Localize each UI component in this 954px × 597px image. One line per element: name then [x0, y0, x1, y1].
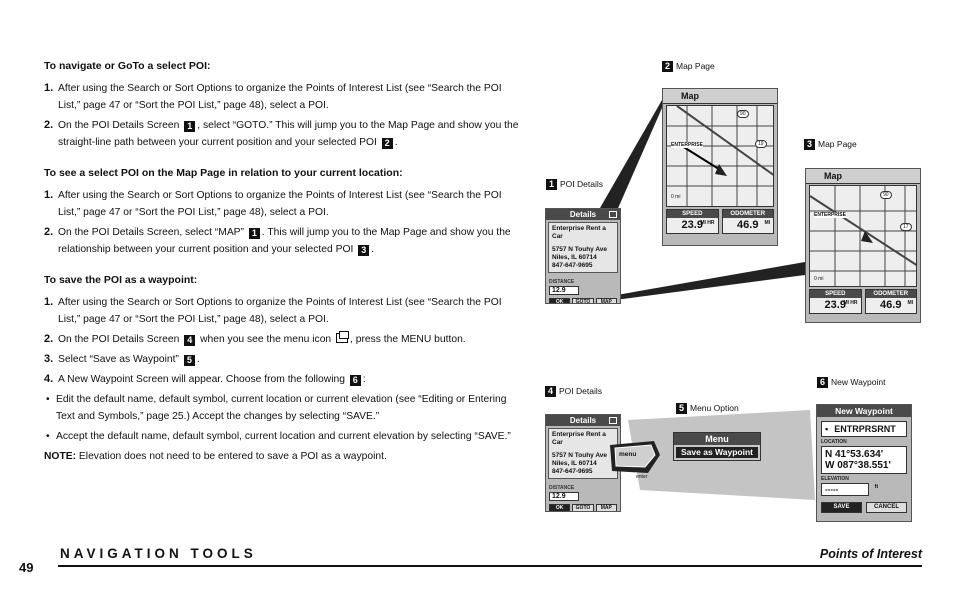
- poi-details-screen-1: [545, 208, 621, 304]
- poi-address-line1: 5757 N Touhy Ave: [552, 246, 608, 253]
- step-text: , select “GOTO.” This will jump you to the Map Page and show you the straight-line path between your current position and your selected POI: [58, 120, 519, 148]
- note-text: Elevation does not need to be entered to save a POI as a waypoint.: [76, 451, 387, 462]
- caption-text: Map Page: [818, 139, 857, 149]
- poi-address-line2: Niles, IL 60714: [552, 254, 597, 261]
- step-number: 4.: [44, 373, 54, 385]
- map-page-screen-3: [805, 168, 921, 323]
- poi-address-line1: 5757 N Touhy Ave: [552, 452, 608, 459]
- step-text: when you see the menu icon: [197, 334, 332, 345]
- caption-text: POI Details: [559, 386, 602, 396]
- map-title: [663, 89, 777, 104]
- status-bar: [666, 209, 774, 234]
- location-field[interactable]: [821, 446, 907, 474]
- road-shield: 19: [755, 140, 767, 148]
- menu-button-label: menu: [619, 451, 637, 458]
- location-label: LOCATION: [821, 439, 847, 445]
- speed-value: 23.9: [681, 219, 703, 231]
- odometer-field: [865, 289, 918, 314]
- figure-badge: 4: [184, 335, 195, 346]
- odometer-value: 46.9: [737, 219, 759, 231]
- details-title: Details: [569, 416, 597, 425]
- map-scale: 0 mi: [671, 194, 681, 200]
- details-buttons: [549, 298, 617, 304]
- poi-map-label: ENTERPRISE: [814, 212, 846, 218]
- poi-phone: 847-647-9695: [552, 468, 593, 475]
- odometer-label: ODOMETER: [723, 210, 774, 218]
- figure-badge: 5: [676, 403, 687, 414]
- distance-value: 12.9: [549, 492, 579, 501]
- figure-badge: 2: [382, 138, 393, 149]
- waypoint-symbol-icon[interactable]: ▪: [825, 424, 829, 434]
- connector-to-map-2: [600, 100, 662, 222]
- device-menu-button[interactable]: [608, 435, 662, 480]
- details-titlebar: [546, 415, 620, 426]
- odometer-unit: MI: [907, 300, 913, 306]
- enter-button-label: enter: [636, 474, 648, 480]
- waypoint-name-field[interactable]: [821, 421, 907, 437]
- ok-button[interactable]: OK: [549, 504, 570, 512]
- section-heading: To save the POI as a waypoint:: [44, 274, 198, 286]
- menu-icon: [609, 417, 617, 424]
- figure-badge: 5: [184, 355, 195, 366]
- step-text: On the POI Details Screen: [58, 120, 180, 131]
- goto-button[interactable]: GOTO: [572, 298, 593, 304]
- connector-to-map-3: [594, 262, 805, 302]
- odometer-value: 46.9: [880, 299, 902, 311]
- chapter-title: Points of Interest: [819, 547, 922, 561]
- details-title: Details: [569, 210, 597, 219]
- map-title-text: Map: [681, 91, 699, 101]
- road-shield: 90: [880, 191, 892, 199]
- save-button[interactable]: SAVE: [821, 502, 862, 513]
- step-text: After using the Search or Sort Options to organize the Points of Interest List (see “Search the POI List,” page 47 or “Sort the POI List,” page 48), select a POI.: [58, 190, 502, 218]
- elevation-field[interactable]: [821, 483, 878, 496]
- road-shield: 17: [900, 223, 912, 231]
- elevation-value: -----: [825, 485, 839, 494]
- status-bar: [809, 289, 917, 314]
- section-heading: To see a select POI on the Map Page in relation to your current location:: [44, 167, 403, 179]
- speed-field: [666, 209, 719, 234]
- map-streets: [667, 106, 774, 206]
- details-titlebar: [546, 209, 620, 220]
- distance-label: DISTANCE: [549, 279, 575, 285]
- step-text: On the POI Details Screen: [58, 334, 180, 345]
- step-number: 2.: [44, 119, 54, 131]
- map-view: [809, 185, 917, 287]
- distance-label: DISTANCE: [549, 485, 575, 491]
- figure-badge: 4: [545, 386, 556, 397]
- step-text: Select “Save as Waypoint”: [58, 354, 179, 365]
- menu-popup: [673, 432, 761, 461]
- option-bullet: • Accept the default name, default symbol, current location and current elevation by selecting “SAVE.”: [44, 428, 524, 445]
- footer-rule: [58, 565, 922, 567]
- figure-badge: 3: [358, 245, 369, 256]
- new-waypoint-screen: [816, 404, 912, 522]
- step-text: . This will jump you to the Map Page and show you the relationship between your current position and your selected POI: [58, 227, 511, 255]
- map-view: [666, 105, 774, 207]
- menu-icon: [609, 211, 617, 218]
- step-text: .: [394, 137, 398, 148]
- note-label: NOTE:: [44, 451, 77, 462]
- page-number: 49: [19, 560, 34, 575]
- figure-badge: 6: [817, 377, 828, 388]
- map-button[interactable]: MAP: [596, 298, 617, 304]
- poi-address-line2: Niles, IL 60714: [552, 460, 597, 467]
- step-text: :: [362, 374, 366, 385]
- figure-badge: 1: [184, 121, 195, 132]
- poi-name: Enterprise Rent a Car: [552, 225, 606, 240]
- details-body: [548, 222, 618, 273]
- map-button[interactable]: MAP: [596, 504, 617, 512]
- step-number: 1.: [44, 296, 54, 308]
- new-waypoint-title: New Waypoint: [817, 405, 911, 417]
- step-text: .: [196, 354, 200, 365]
- distance-value: 12.9: [549, 286, 579, 295]
- menu-popup-title: Menu: [674, 433, 760, 445]
- step-number: 2.: [44, 226, 54, 238]
- ok-button[interactable]: OK: [549, 298, 570, 304]
- step-number: 1.: [44, 82, 54, 94]
- figure-badge: 1: [546, 179, 557, 190]
- step-text: After using the Search or Sort Options to organize the Points of Interest List (see “Search the POI List,” page 47 or “Sort the POI List,” page 48), select a POI.: [58, 297, 502, 325]
- cancel-button[interactable]: CANCEL: [866, 502, 907, 513]
- step-text: After using the Search or Sort Options to organize the Points of Interest List (see “Search the POI List,” page 47 or “Sort the POI List,” page 48), select a POI.: [58, 83, 502, 111]
- step-number: 2.: [44, 333, 54, 345]
- save-as-waypoint-item[interactable]: Save as Waypoint: [676, 447, 758, 458]
- latitude-value: N 41°53.634': [825, 449, 884, 460]
- waypoint-buttons: [821, 502, 907, 513]
- longitude-value: W 087°38.551': [825, 460, 891, 471]
- map-page-screen-2: [662, 88, 778, 246]
- step-text: A New Waypoint Screen will appear. Choose from the following: [58, 374, 345, 385]
- speed-unit: MI HR: [700, 220, 715, 226]
- map-title: [806, 169, 920, 184]
- figure-badge: 6: [350, 375, 361, 386]
- odometer-unit: MI: [764, 220, 770, 226]
- elevation-label: ELEVATION: [821, 476, 849, 482]
- step-text: On the POI Details Screen, select “MAP”: [58, 227, 244, 238]
- map-scale: 0 mi: [814, 276, 824, 282]
- speed-unit: MI HR: [843, 300, 858, 306]
- poi-map-label: ENTERPRISE: [671, 142, 703, 148]
- section-heading: To navigate or GoTo a select POI:: [44, 60, 211, 72]
- odometer-field: [722, 209, 775, 234]
- caption-text: Map Page: [676, 61, 715, 71]
- poi-phone: 847-647-9695: [552, 262, 593, 269]
- goto-button[interactable]: GOTO: [572, 504, 593, 512]
- step-text: .: [371, 244, 375, 255]
- odometer-label: ODOMETER: [866, 290, 917, 298]
- section-title: NAVIGATION TOOLS: [60, 546, 257, 561]
- map-streets: [810, 186, 917, 286]
- elevation-unit: ft: [874, 484, 878, 490]
- caption-text: POI Details: [560, 179, 603, 189]
- step-text: , press the MENU button.: [350, 334, 466, 345]
- speed-value: 23.9: [824, 299, 846, 311]
- details-buttons: [549, 504, 617, 512]
- waypoint-name-value: ENTRPRSRNT: [834, 424, 896, 434]
- figure-badge: 2: [662, 61, 673, 72]
- road-shield: 90: [737, 110, 749, 118]
- figure-badge: 3: [804, 139, 815, 150]
- step-number: 1.: [44, 189, 54, 201]
- poi-name: Enterprise Rent a Car: [552, 431, 606, 446]
- caption-text: Menu Option: [690, 403, 739, 413]
- option-bullet: • Edit the default name, default symbol, current location or current elevation (see “Editing or Entering Text and Symbols,” page 25.) Accept the changes by selecting “SAVE.”: [44, 391, 524, 425]
- speed-label: SPEED: [810, 290, 861, 298]
- speed-field: [809, 289, 862, 314]
- speed-label: SPEED: [667, 210, 718, 218]
- map-title-text: Map: [824, 171, 842, 181]
- caption-text: New Waypoint: [831, 377, 886, 387]
- figure-badge: 1: [249, 228, 260, 239]
- step-number: 3.: [44, 353, 54, 365]
